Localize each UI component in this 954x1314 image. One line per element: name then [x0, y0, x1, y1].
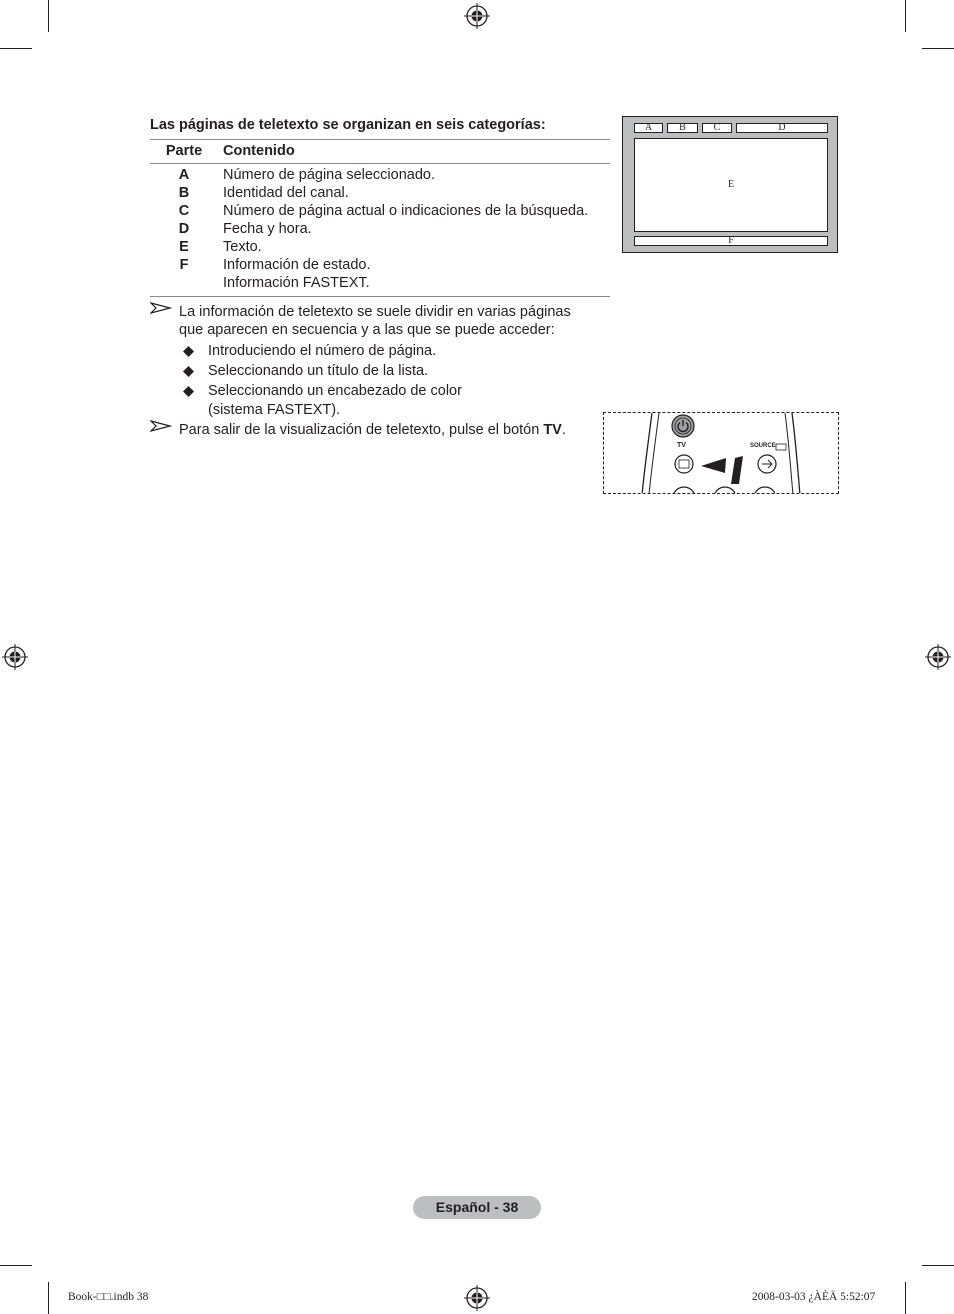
crop-mark — [0, 1265, 32, 1266]
registration-mark-icon — [464, 1285, 490, 1311]
teletext-diagram — [622, 116, 838, 253]
table-row — [150, 203, 610, 221]
list-item-text: Introduciendo el número de página. — [208, 343, 437, 359]
crop-mark — [48, 1282, 49, 1314]
teletext-part-d: D — [736, 123, 828, 133]
teletext-part-f: F — [634, 236, 828, 246]
crop-mark — [905, 1282, 906, 1314]
table-row — [150, 257, 610, 275]
table-cell-content: Identidad del canal. — [223, 185, 349, 201]
list-item-text: (sistema FASTEXT). — [208, 402, 341, 418]
arrow-note-icon — [150, 419, 172, 433]
table-cell-part: B — [178, 185, 190, 201]
table-cell-content: Fecha y hora. — [223, 221, 312, 237]
table-header-part: Parte — [165, 143, 203, 159]
table-cell-part: F — [179, 257, 189, 273]
registration-mark-icon — [925, 644, 951, 670]
table-cell-content: Texto. — [223, 239, 262, 255]
list-item-text: Seleccionando un título de la lista. — [208, 363, 429, 379]
note-line: que aparecen en secuencia y a las que se puede acceder: — [179, 322, 555, 338]
table-cell-content: Información de estado. — [223, 257, 371, 273]
teletext-part-b: B — [667, 123, 698, 133]
table-row — [150, 221, 610, 239]
note — [150, 303, 610, 339]
diamond-bullet-icon — [183, 366, 194, 377]
list-item — [183, 342, 583, 360]
table-cell-content: Información FASTEXT. — [223, 275, 370, 291]
table-row — [150, 239, 610, 257]
table-row — [150, 275, 610, 293]
list-item-text: Seleccionando un encabezado de color — [208, 383, 462, 399]
tv-button-label: TV — [543, 422, 562, 438]
crop-mark — [0, 48, 32, 49]
list-item — [183, 362, 583, 380]
teletext-part-c: C — [702, 123, 732, 133]
note-text: Para salir de la visualización de teletexto, pulse el botón — [179, 422, 544, 438]
print-slug-right: 2008-03-03 ¿ÀÈÄ 5:52:07 — [752, 1291, 876, 1303]
note — [150, 421, 590, 439]
teletext-part-e: E — [634, 138, 828, 232]
registration-mark-icon — [464, 3, 490, 29]
teletext-part-a: A — [634, 123, 663, 133]
table-row — [150, 185, 610, 203]
table-cell-part: A — [178, 167, 190, 183]
source-button-caption: SOURCE — [750, 443, 776, 449]
power-icon — [676, 419, 690, 433]
diamond-bullet-icon — [183, 346, 194, 357]
remote-drawing — [604, 413, 839, 494]
print-slug-left: Book-□□.indb 38 — [68, 1291, 149, 1303]
note-line: La información de teletexto se suele dividir en varias páginas — [179, 304, 571, 320]
table-cell-content: Número de página actual o indicaciones de la búsqueda. — [223, 203, 589, 219]
section-heading: Las páginas de teletexto se organizan en seis categorías: — [150, 117, 546, 133]
registration-mark-icon — [2, 644, 28, 670]
crop-mark — [922, 1265, 954, 1266]
table-cell-content: Número de página seleccionado. — [223, 167, 435, 183]
page-number-badge: Español - 38 — [413, 1196, 541, 1219]
crop-mark — [905, 0, 906, 32]
arrow-note-icon — [150, 301, 172, 315]
table-cell-part: D — [178, 221, 190, 237]
table-rule-top — [150, 139, 610, 140]
table-cell-part: C — [178, 203, 190, 219]
diamond-bullet-icon — [183, 386, 194, 397]
note-text-end: . — [561, 422, 566, 438]
note-line — [179, 421, 566, 439]
table-rule-header — [150, 163, 610, 164]
tv-button-caption: TV — [677, 442, 686, 449]
table-cell-part: E — [179, 239, 189, 255]
remote-illustration — [603, 412, 839, 494]
crop-mark — [48, 0, 49, 32]
crop-mark — [922, 48, 954, 49]
table-rule-bottom — [150, 296, 610, 297]
list-item — [183, 382, 583, 418]
table-row — [150, 167, 610, 185]
table-header-content: Contenido — [223, 143, 295, 159]
